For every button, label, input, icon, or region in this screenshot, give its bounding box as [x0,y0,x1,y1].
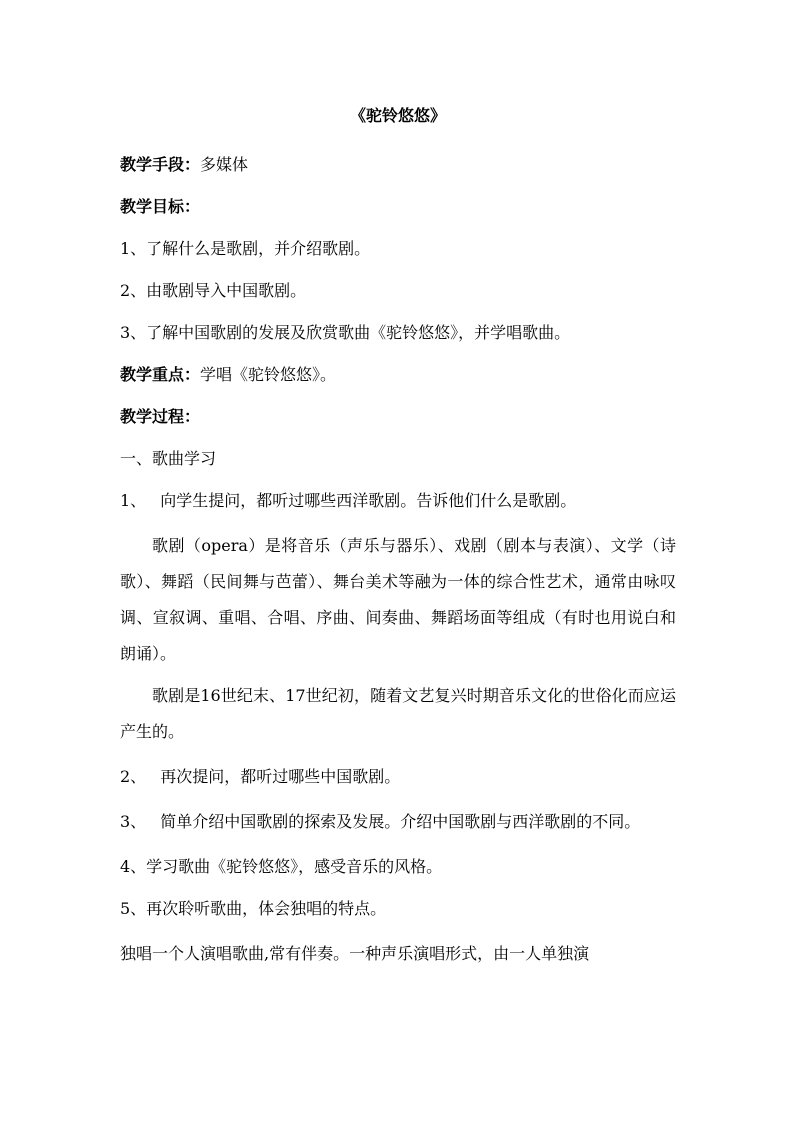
teaching-key-point [120,354,676,396]
key-point-value: 学唱《驼铃悠悠》。 [200,365,337,384]
teaching-means [120,144,676,186]
document-title: 《驼铃悠悠》 [349,106,446,125]
step-text: 再次提问，都听过哪些中国歌剧。 [160,767,401,786]
process-step-2 [120,756,676,798]
step-text: 简单介绍中国歌剧的探索及发展。介绍中国歌剧与西洋歌剧的不同。 [160,812,641,831]
teaching-means-value: 多媒体 [200,155,249,174]
process-step-4: 4、学习歌曲《驼铃悠悠》，感受音乐的风格。 [120,857,443,876]
process-step-5: 5、再次聆听歌曲，体会独唱的特点。 [120,899,387,918]
paragraph-opera-definition: 歌剧（opera）是将音乐（声乐与器乐）、戏剧（剧本与表演）、文学（诗歌）、舞蹈（民间舞与芭蕾）、舞台美术等融为一体的综合性艺术，通常由咏叹调、宣叙调、重唱、合唱、序曲、间奏曲、舞蹈场面等组成（有时也用说白和朗诵）。 [120,536,676,663]
key-point-label: 教学重点： [120,365,201,384]
section-heading-song-learning: 一、歌曲学习 [120,449,217,468]
paragraph-solo-definition: 独唱一个人演唱歌曲,常有伴奏。一种声乐演唱形式，由一人单独演 [120,944,590,963]
document-body [120,102,676,972]
teaching-process-label: 教学过程： [120,407,201,426]
objective-item-3: 3、了解中国歌剧的发展及欣赏歌曲《驼铃悠悠》，并学唱歌曲。 [120,323,571,342]
process-step-3 [120,804,676,840]
step-text: 向学生提问，都听过哪些西洋歌剧。告诉他们什么是歌剧。 [160,491,577,510]
teaching-objectives-label: 教学目标： [120,197,201,216]
step-number: 2、 [120,767,147,786]
teaching-means-label: 教学手段： [120,155,201,174]
step-number: 3、 [120,812,147,831]
paragraph-opera-origin: 歌剧是16世纪末、17世纪初，随着文艺复兴时期音乐文化的世俗化而应运产生的。 [120,686,676,741]
objective-item-2: 2、由歌剧导入中国歌剧。 [120,281,307,300]
process-step-1 [120,480,676,522]
step-number: 1、 [120,491,147,510]
objective-item-1: 1、了解什么是歌剧，并介绍歌剧。 [120,239,371,258]
